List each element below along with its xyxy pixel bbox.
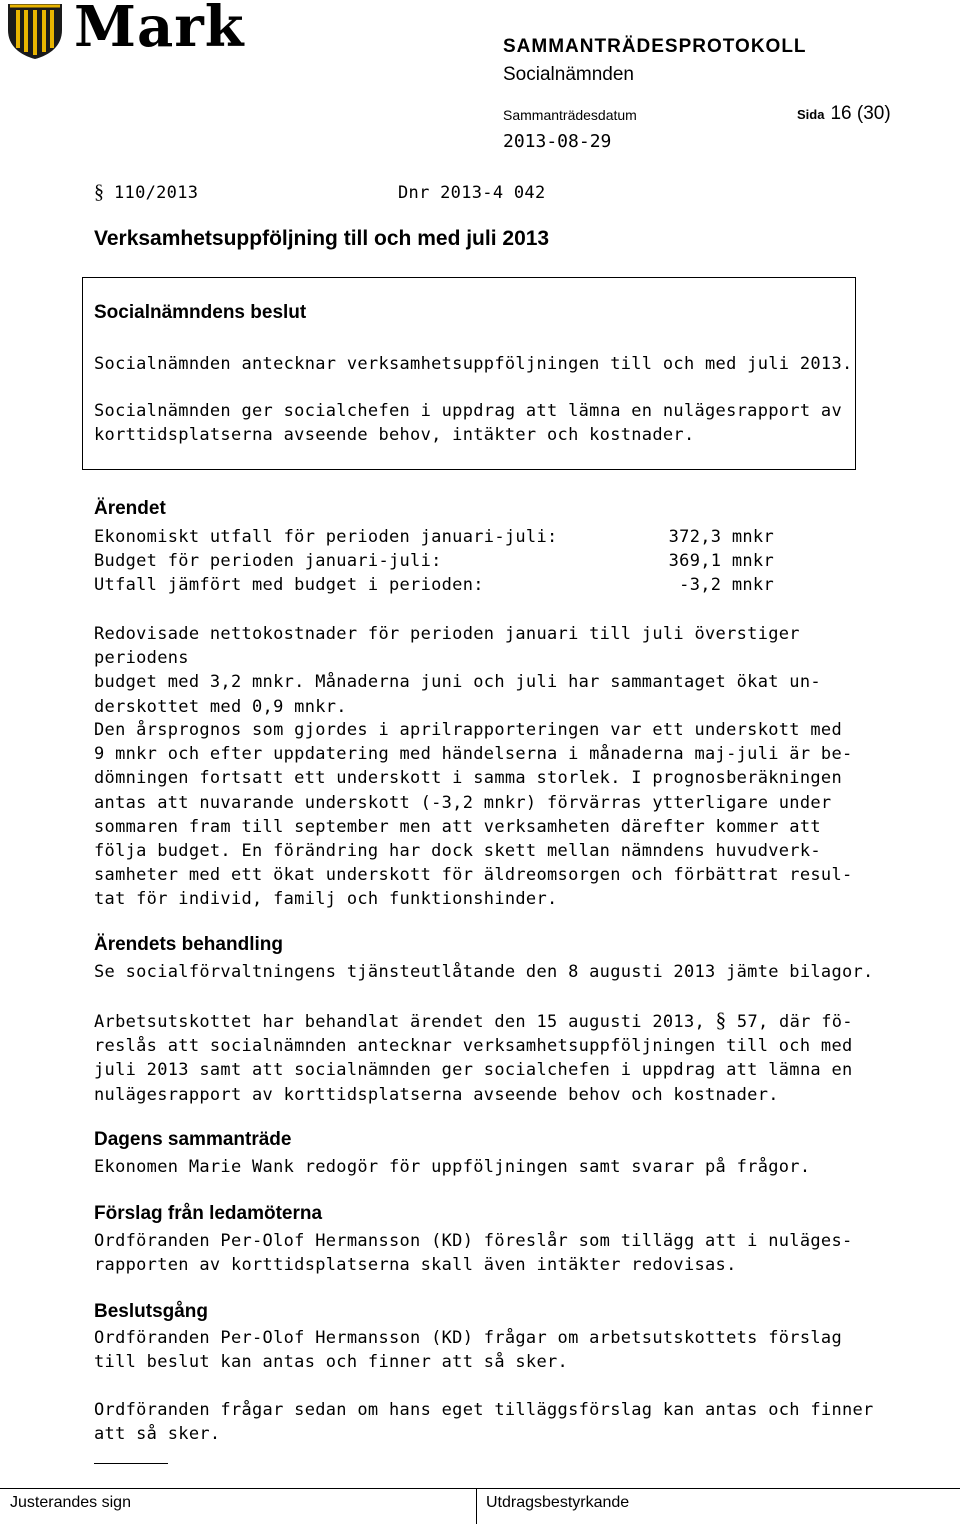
footer-utdragsbestyrkande: Utdragsbestyrkande [486, 1494, 630, 1511]
case-number: 110/2013 [114, 183, 199, 203]
figure-row [94, 525, 794, 549]
protocol-title: SAMMANTRÄDESPROTOKOLL [503, 36, 807, 57]
section-sign: § [94, 181, 104, 203]
arendet-paragraph-1: Redovisade nettokostnader för perioden januari till juli överstiger periodens budget med 3,2 mnkr. Månaderna juni och juli har sammantaget ökat un- derskottet med 0,9 mnkr. [94, 624, 821, 717]
arendet-paragraph-2: Den årsprognos som gjordes i aprilrapporteringen var ett underskott med 9 mnkr och efter uppdatering med händelserna i månaderna maj-juli är be- dömningen fortsatt ett underskott i samma storlek. I prognosberäkningen antas att nuvarande underskott (-3,2 mnkr) förvärras ytterligare under sommaren fram till september men att verksamheten därefter kommer att följa budget. En förändring har dock skett mellan nämndens huvudverk- samheter med ett ökat underskott för äldreomsorgen och förbättrat resul- tat för individ, familj och funktionshinder. [94, 720, 853, 910]
figure-row [94, 573, 794, 597]
coat-of-arms-icon [4, 2, 66, 60]
forslag-paragraph: Ordföranden Per-Olof Hermansson (KD) föreslår som tillägg att i nuläges- rapporten av korttidsplatserna skall även intäkter redovisas. [94, 1231, 853, 1276]
decision-paragraph-1: Socialnämnden antecknar verksamhetsuppföljningen till och med juli 2013. [94, 354, 853, 374]
figure-value: 369,1 mnkr [668, 551, 774, 571]
committee-name: Socialnämnden [503, 64, 634, 85]
case-title: Verksamhetsuppföljning till och med juli 2013 [94, 227, 550, 250]
figure-value: -3,2 mnkr [679, 575, 774, 595]
forslag-heading: Förslag från ledamöterna [94, 1203, 323, 1224]
figure-value: 372,3 mnkr [668, 527, 774, 547]
footer-column-divider [476, 1488, 477, 1524]
diary-number: Dnr 2013-4 042 [398, 183, 546, 203]
footer-justerandes-sign: Justerandes sign [10, 1494, 131, 1511]
behandling-text-start: Arbetsutskottet har behandlat ärendet den 15 augusti 2013, [94, 1012, 716, 1032]
page-indicator [797, 103, 891, 125]
decision-heading: Socialnämndens beslut [94, 302, 307, 323]
dagens-paragraph: Ekonomen Marie Wank redogör för uppföljningen samt svarar på frågor. [94, 1157, 811, 1177]
beslutsgang-paragraph-2: Ordföranden frågar sedan om hans eget tilläggsförslag kan antas och finner att så sker. [94, 1400, 874, 1445]
figure-label: Ekonomiskt utfall för perioden januari-juli: [94, 527, 558, 547]
figure-label: Budget för perioden januari-juli: [94, 551, 442, 571]
decision-paragraph-2: Socialnämnden ger socialchefen i uppdrag att lämna en nulägesrapport av korttidsplatserna avseende behov, intäkter och kostnader. [94, 401, 842, 446]
municipality-logo [4, 2, 264, 60]
behandling-paragraph-1: Se socialförvaltningens tjänsteutlåtande den 8 augusti 2013 jämte bilagor. [94, 962, 874, 982]
figure-row [94, 549, 794, 573]
dagens-heading: Dagens sammanträde [94, 1129, 292, 1150]
meeting-date: 2013-08-29 [503, 131, 612, 152]
arendet-heading: Ärendet [94, 498, 166, 519]
page-label: Sida [797, 107, 825, 122]
figure-label: Utfall jämfört med budget i perioden: [94, 575, 484, 595]
signature-line [94, 1463, 168, 1464]
beslutsgang-heading: Beslutsgång [94, 1301, 209, 1322]
beslutsgang-paragraph-1: Ordföranden Per-Olof Hermansson (KD) frågar om arbetsutskottets förslag till beslut kan antas och finner att så sker. [94, 1328, 842, 1373]
behandling-text-end: 57, där fö- reslås att socialnämnden antecknar verksamhetsuppföljningen till och med juli 2013 samt att socialnämnden ger socialchefen i uppdrag att lämna en nulägesrapport av korttidsplatserna avseende behov och kostnader. [94, 1012, 853, 1105]
behandling-paragraph-2 [94, 1008, 884, 1107]
footer-divider [0, 1488, 960, 1489]
page-number: 16 (30) [830, 103, 891, 124]
logo-wordmark: Mark [74, 0, 245, 60]
behandling-heading: Ärendets behandling [94, 934, 283, 955]
section-sign-inline: § [715, 1008, 727, 1032]
meeting-date-label: Sammanträdesdatum [503, 107, 637, 123]
